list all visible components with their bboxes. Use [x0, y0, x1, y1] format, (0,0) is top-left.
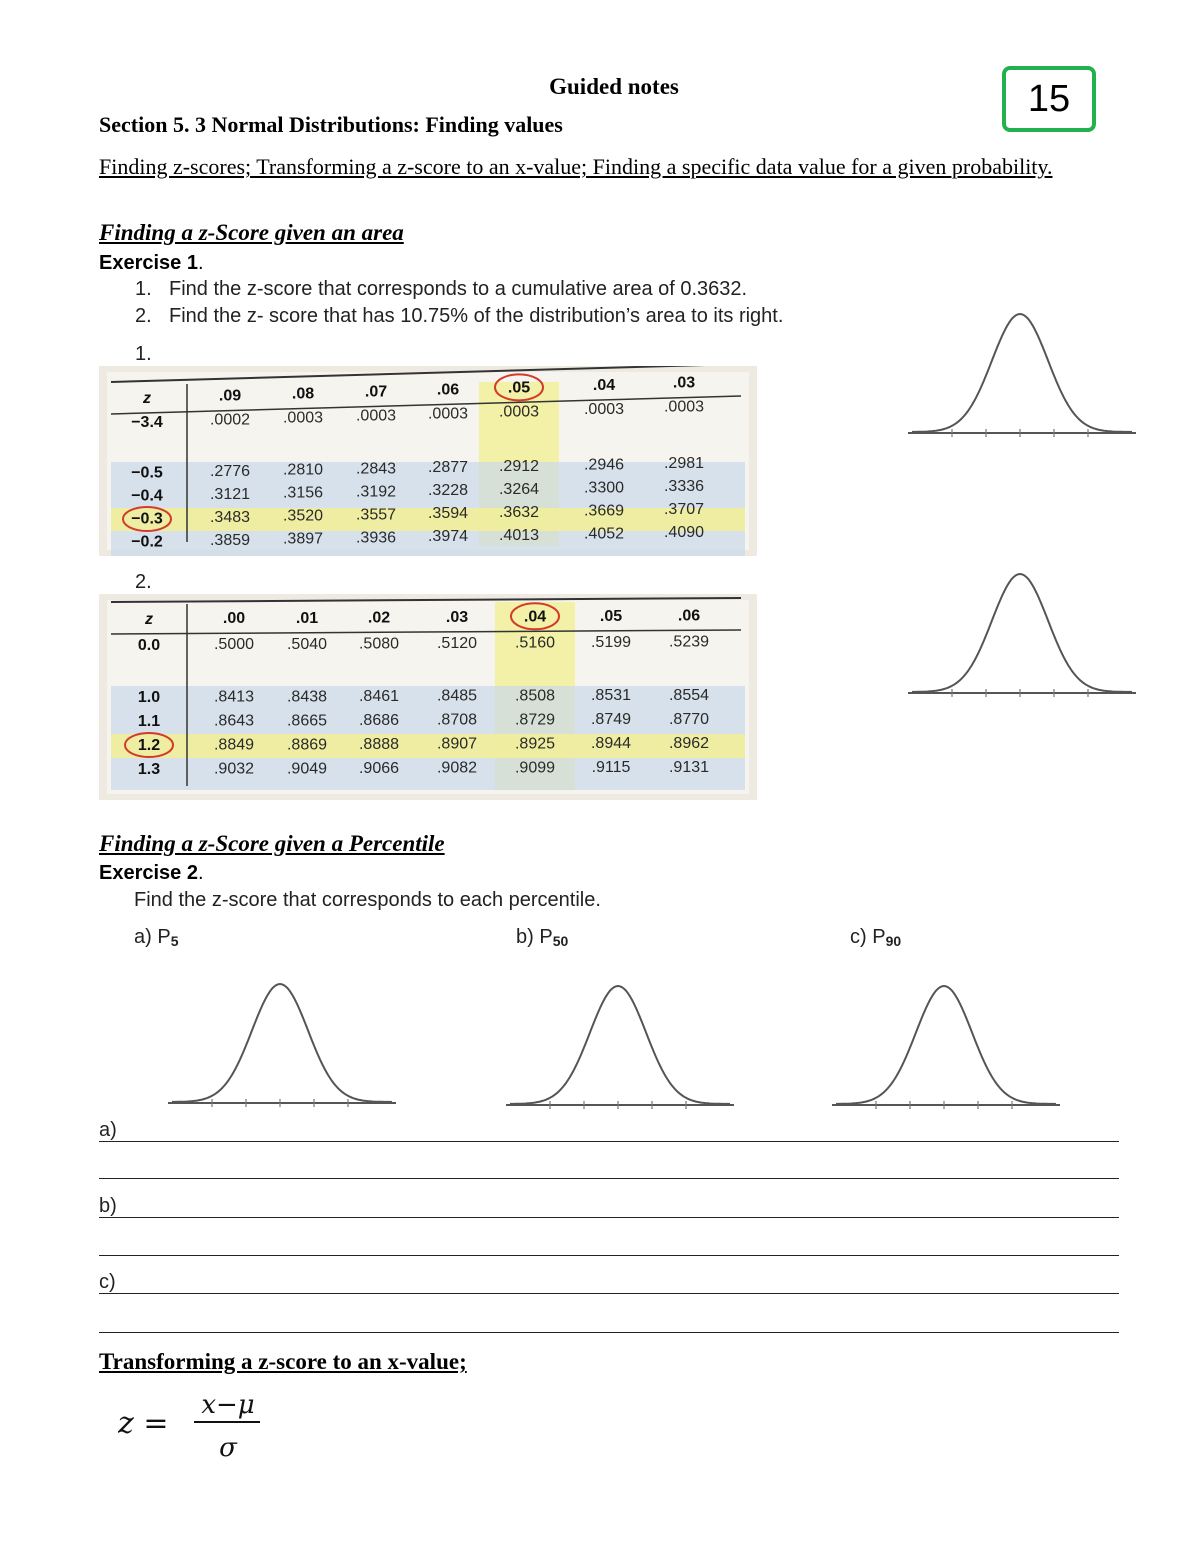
- table-cell: .4013: [498, 527, 540, 545]
- table-cell: .5080: [358, 635, 400, 653]
- table-cell: .3557: [355, 506, 397, 524]
- table-row-z: 0.0: [137, 636, 161, 654]
- table-header: .01: [295, 609, 319, 627]
- exercise-2-instruction: Find the z-score that corresponds to each percentile.: [134, 889, 601, 911]
- table-cell: .3974: [427, 528, 469, 546]
- table-cell: .0002: [209, 411, 251, 429]
- section-heading: Section 5. 3 Normal Distributions: Finding values: [99, 112, 563, 137]
- bell-curve-path: [836, 986, 1056, 1104]
- table-header: .05: [599, 607, 623, 625]
- table-cell: .0003: [498, 403, 540, 421]
- question-1-text: Find the z-score that corresponds to a cumulative area of 0.3632.: [169, 278, 748, 300]
- table-cell: .3156: [282, 484, 324, 502]
- table-cell: .8461: [358, 687, 400, 705]
- table-header: .06: [436, 381, 460, 399]
- table-cell: .2912: [498, 458, 540, 476]
- table-cell: .2776: [209, 462, 251, 480]
- table-cell: .4052: [583, 525, 625, 543]
- table-cell: .3897: [282, 530, 324, 548]
- table-row-z: 1.2: [137, 736, 161, 754]
- table-cell: .8531: [590, 687, 632, 705]
- table-header: .08: [291, 385, 315, 403]
- bell-curve-c: [830, 980, 1062, 1114]
- bell-curve-b: [504, 980, 736, 1114]
- table-cell: .3264: [498, 481, 540, 499]
- table-cell: .0003: [663, 398, 705, 416]
- table-row-z: −3.4: [131, 413, 163, 431]
- answer-line-b-2[interactable]: [99, 1233, 1119, 1256]
- exercise-2-suffix: .: [197, 862, 204, 884]
- answer-line-c[interactable]: [99, 1271, 1119, 1294]
- table-header: .09: [218, 387, 242, 405]
- normal-curve-graphic: [504, 980, 736, 1114]
- table-header: .00: [222, 610, 246, 628]
- table-cell: .0003: [427, 405, 469, 423]
- exercise-1-suffix: .: [197, 252, 204, 274]
- table-header: .05: [507, 379, 531, 397]
- z-score-formula: [118, 1386, 278, 1466]
- normal-curve-graphic: [166, 978, 398, 1112]
- table-cell: .9082: [436, 759, 478, 777]
- table-cell: .3859: [209, 531, 251, 549]
- z-table-1: [99, 366, 757, 556]
- table-header: z: [145, 610, 153, 628]
- answer-line-a-2[interactable]: [99, 1156, 1119, 1179]
- bell-curve-path: [172, 984, 392, 1102]
- table-cell: .8708: [436, 711, 478, 729]
- bell-curve-path: [510, 986, 730, 1104]
- table-cell: .5000: [213, 636, 255, 654]
- table-cell: .8554: [668, 686, 710, 704]
- table-cell: .8485: [436, 687, 478, 705]
- answer-b-label: b): [99, 1195, 121, 1217]
- table-cell: .8962: [668, 734, 710, 752]
- table-cell: .2843: [355, 460, 397, 478]
- percentile-a-sub: 5: [170, 933, 179, 949]
- z-table-photo-2: [99, 594, 757, 800]
- table-cell: .9049: [286, 760, 328, 778]
- table-cell: .2981: [663, 455, 705, 473]
- question-1-number: 1.: [135, 278, 152, 300]
- table-row-z: −0.2: [131, 533, 163, 551]
- percentile-b-sub: 50: [552, 933, 569, 949]
- percentile-b-prefix: b) P: [516, 926, 553, 948]
- normal-curve-graphic: [830, 980, 1062, 1114]
- table-cell: .3936: [355, 529, 397, 547]
- table-row-z: 1.3: [137, 760, 161, 778]
- table-cell: .0003: [355, 407, 397, 425]
- table-cell: .3520: [282, 507, 324, 525]
- normal-curve-graphic: [906, 568, 1138, 702]
- table-cell: .8665: [286, 712, 328, 730]
- table-header: .06: [677, 607, 701, 625]
- table-cell: .9066: [358, 759, 400, 777]
- table-cell: .5199: [590, 633, 632, 651]
- question-1: [135, 278, 747, 301]
- table-header: .03: [445, 608, 469, 626]
- percentile-b: [516, 926, 568, 949]
- table-cell: .3336: [663, 478, 705, 496]
- table-cell: .8907: [436, 735, 478, 753]
- table-row-z: −0.5: [131, 464, 163, 482]
- table-cell: .8413: [213, 688, 255, 706]
- table-cell: .8686: [358, 711, 400, 729]
- heading-z-score-given-percentile: Finding a z-Score given a Percentile: [99, 831, 445, 856]
- table-cell: .8438: [286, 688, 328, 706]
- table-cell: .9099: [514, 759, 556, 777]
- table-cell: .5120: [436, 634, 478, 652]
- table-header: .03: [672, 374, 696, 392]
- answer-c-label: c): [99, 1271, 120, 1293]
- table-cell: .5239: [668, 633, 710, 651]
- question-2-text: Find the z- score that has 10.75% of the distribution’s area to its right.: [169, 305, 784, 327]
- table-cell: .8729: [514, 711, 556, 729]
- bell-curve-path: [912, 574, 1132, 692]
- formula-denominator: σ: [219, 1433, 237, 1463]
- table-cell: .8849: [213, 736, 255, 754]
- bell-curve-2: [906, 568, 1138, 702]
- page-number-badge: 15: [1002, 66, 1096, 132]
- table-cell: .5040: [286, 635, 328, 653]
- question-2: [135, 305, 783, 328]
- answer-line-a[interactable]: [99, 1119, 1119, 1142]
- percentile-c: [850, 926, 901, 949]
- table-cell: .3707: [663, 501, 705, 519]
- table-header: .07: [364, 383, 388, 401]
- answer-line-b[interactable]: [99, 1195, 1119, 1218]
- table-row-z: 1.1: [137, 712, 161, 730]
- table-cell: .8925: [514, 735, 556, 753]
- table-cell: .8869: [286, 736, 328, 754]
- table-cell: .9131: [668, 758, 710, 776]
- formula-numerator: x−μ: [201, 1390, 255, 1420]
- table-row-z: −0.4: [131, 487, 163, 505]
- exercise-2-label: [99, 862, 204, 885]
- percentile-a: [134, 926, 178, 949]
- percentile-c-sub: 90: [885, 933, 902, 949]
- table-cell: .9032: [213, 760, 255, 778]
- table-header: .04: [592, 376, 616, 394]
- table-cell: .3121: [209, 485, 251, 503]
- table-cell: .0003: [583, 400, 625, 418]
- table-header: .04: [523, 608, 547, 626]
- table-cell: .2877: [427, 459, 469, 477]
- topics-line: Finding z-scores; Transforming a z-score to an x-value; Finding a specific data value for a given probability.: [99, 154, 1053, 179]
- table-cell: .8749: [590, 711, 632, 729]
- document-title: Guided notes: [549, 74, 679, 99]
- table-1-label: 1.: [135, 343, 152, 365]
- table-2-label: 2.: [135, 571, 152, 593]
- table-cell: .8888: [358, 735, 400, 753]
- table-cell: .3192: [355, 483, 397, 501]
- table-cell: .3483: [209, 508, 251, 526]
- table-cell: .4090: [663, 524, 705, 542]
- table-cell: .8770: [668, 710, 710, 728]
- exercise-1-title: Exercise 1: [99, 252, 198, 274]
- table-header: z: [143, 389, 151, 407]
- formula-lhs: z =: [118, 1406, 169, 1441]
- bell-curve-path: [912, 314, 1132, 432]
- table-cell: .3300: [583, 479, 625, 497]
- exercise-1-label: [99, 252, 204, 275]
- bell-curve-a: [166, 978, 398, 1112]
- z-table-photo-1: [99, 366, 757, 556]
- z-table-2: [99, 594, 757, 800]
- table-cell: .3594: [427, 505, 469, 523]
- bell-curve-1: [906, 308, 1138, 442]
- table-row-z: −0.3: [131, 510, 163, 528]
- table-cell: .8643: [213, 712, 255, 730]
- table-cell: .3632: [498, 504, 540, 522]
- table-cell: .8944: [590, 735, 632, 753]
- highlight-row: [111, 734, 745, 758]
- question-2-number: 2.: [135, 305, 152, 327]
- table-cell: .2946: [583, 456, 625, 474]
- percentile-a-prefix: a) P: [134, 926, 171, 948]
- table-cell: .9115: [591, 759, 631, 777]
- heading-z-score-given-area: Finding a z-Score given an area: [99, 220, 404, 245]
- answer-line-c-2[interactable]: [99, 1310, 1119, 1333]
- percentile-c-prefix: c) P: [850, 926, 886, 948]
- table-cell: .3228: [427, 482, 469, 500]
- table-header: .02: [367, 609, 391, 627]
- answer-a-label: a): [99, 1119, 121, 1141]
- exercise-2-title: Exercise 2: [99, 862, 198, 884]
- table-cell: .5160: [514, 634, 556, 652]
- normal-curve-graphic: [906, 308, 1138, 442]
- table-row-z: 1.0: [137, 688, 161, 706]
- table-cell: .8508: [514, 687, 556, 705]
- heading-transforming-z-score: Transforming a z-score to an x-value;: [99, 1349, 467, 1374]
- table-cell: .2810: [282, 461, 324, 479]
- table-cell: .3669: [583, 502, 625, 520]
- table-cell: .0003: [282, 409, 324, 427]
